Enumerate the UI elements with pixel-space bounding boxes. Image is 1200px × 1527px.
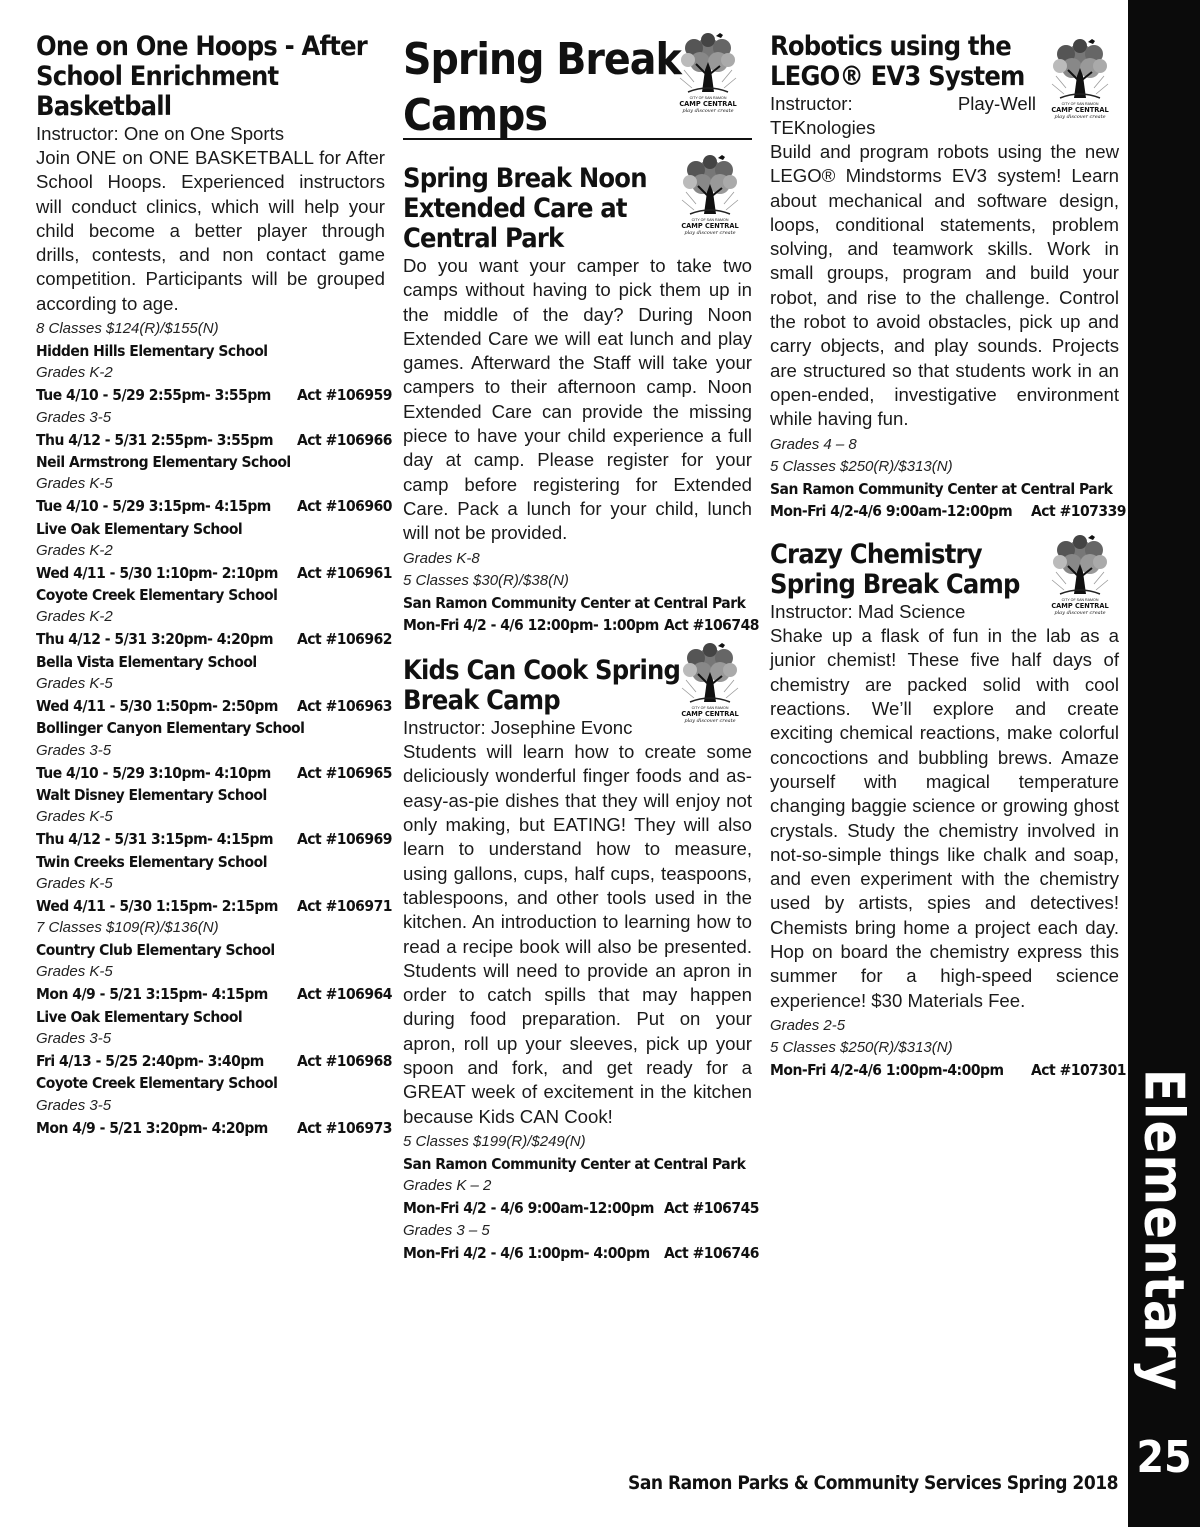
session-block [36,717,392,784]
kids-cook-session-2 [403,1220,759,1264]
activity-number: Act #106962 [297,630,392,649]
session-row [36,1050,392,1072]
svg-text:CAMP CENTRAL: CAMP CENTRAL [1051,106,1109,114]
session-block [36,584,392,651]
session-dates: Mon-Fri 4/2 - 4/6 12:00pm- 1:00pm [403,615,659,634]
school-name: Coyote Creek Elementary School [36,586,278,605]
session-block [36,651,392,718]
robotics-location: San Ramon Community Center at Central Park [770,479,1113,498]
noon-care-grades: Grades K-8 [403,549,480,567]
basketball-title-line-1: One on One Hoops - After [36,31,367,62]
session-dates: Mon-Fri 4/2-4/6 9:00am-12:00pm [770,501,1013,520]
activity-number: Act #106960 [297,497,392,516]
activity-number: Act #106963 [297,697,392,716]
school-name: Walt Disney Elementary School [36,785,267,804]
session-row [36,983,392,1005]
session-dates: Mon-Fri 4/2-4/6 1:00pm-4:00pm [770,1060,1004,1079]
session-dates: Mon-Fri 4/2 - 4/6 1:00pm- 4:00pm [403,1243,650,1262]
session-grades: Grades K-5 [36,675,113,693]
camp-central-logo-art [674,152,746,240]
camp-central-logo-art [672,30,744,118]
session-row [403,1197,759,1219]
session-block [36,340,392,407]
basketball-title [36,32,385,122]
noon-care-title-line-1: Spring Break Noon [403,163,647,194]
robotics-instructor-continued: TEKnologies [770,117,876,138]
svg-text:CITY OF SAN RAMON: CITY OF SAN RAMON [691,218,729,222]
activity-number: Act #106973 [297,1118,392,1137]
robotics-session-row [770,500,1126,522]
noon-care-title-line-2: Extended Care at [403,193,627,224]
session-grades: Grades 3-5 [36,1030,112,1048]
session-dates: Mon 4/9 - 5/21 3:15pm- 4:15pm [36,985,268,1004]
robotics-price: 5 Classes $250(R)/$313(N) [770,457,953,475]
camp-central-logo [674,640,746,728]
session-block [36,518,392,585]
kids-cook-title-line-1: Kids Can Cook Spring [403,655,681,687]
basketball-price-8-classes: 8 Classes $124(R)/$155(N) [36,320,219,338]
svg-text:CITY OF SAN RAMON: CITY OF SAN RAMON [691,706,729,710]
chemistry-session-row [770,1059,1126,1081]
noon-care-price: 5 Classes $30(R)/$38(N) [403,571,569,589]
spring-break-heading-line-1: Spring Break [403,34,681,85]
activity-number: Act #106961 [297,563,392,582]
session-dates: Wed 4/11 - 5/30 1:10pm- 2:10pm [36,563,278,582]
session-grades: Grades K-5 [36,475,113,493]
chemistry-description: Shake up a flask of fun in the lab as a junior chemist! These five half days of chemistry are packed solid with cool reactions. We’ll explore and create exciting chemical reactions, make colorful concoctions and bubbling brews. Amaze yourself with magical temperature changing baggie science or growing ghost crystals. Study the chemistry involved in not-so-simple things like chalk and soap, and even experiment with the chemistry used by artists, spies and detectives! Chemists bring home a project each day. Hop on board the chemistry express this summer for a high-speed science experience! $30 Materials Fee. [770,625,1119,1011]
session-dates: Tue 4/10 - 5/29 3:10pm- 4:10pm [36,763,271,782]
camp-central-logo [1044,36,1116,124]
camp-central-logo [674,152,746,240]
activity-number: Act #106746 [664,1243,759,1262]
activity-number: Act #106966 [297,430,392,449]
camp-central-logo-art [674,640,746,728]
activity-number: Act #106969 [297,830,392,849]
session-dates: Mon 4/9 - 5/21 3:20pm- 4:20pm [36,1118,268,1137]
activity-number: Act #106748 [664,615,759,634]
svg-text:CAMP CENTRAL: CAMP CENTRAL [679,100,737,108]
noon-care-title-line-3: Central Park [403,223,564,254]
session-block [36,851,392,918]
school-name: Twin Creeks Elementary School [36,852,267,871]
basketball-session-list-7 [36,939,392,1139]
school-name: Coyote Creek Elementary School [36,1074,278,1093]
session-row [36,562,392,584]
basketball-price-7-classes: 7 Classes $109(R)/$136(N) [36,919,219,937]
session-grades: Grades K-2 [36,608,113,626]
camp-central-logo-art [1044,36,1116,124]
school-name: Bella Vista Elementary School [36,652,257,671]
kids-cook-location: San Ramon Community Center at Central Park [403,1154,746,1173]
session-grades: Grades 3-5 [36,408,112,426]
session-dates: Wed 4/11 - 5/30 1:15pm- 2:15pm [36,896,278,915]
session-grades: Grades K-5 [36,874,113,892]
session-row [403,1242,759,1264]
session-dates: Thu 4/12 - 5/31 3:15pm- 4:15pm [36,830,274,849]
session-grades: Grades 3 – 5 [403,1221,490,1239]
school-name: Live Oak Elementary School [36,1007,243,1026]
noon-care-location: San Ramon Community Center at Central Park [403,593,746,612]
basketball-session-list-8 [36,340,392,917]
chemistry-title-line-2: Spring Break Camp [770,569,1020,601]
activity-number: Act #106965 [297,763,392,782]
svg-text:CITY OF SAN RAMON: CITY OF SAN RAMON [1061,598,1099,602]
kids-cook-price: 5 Classes $199(R)/$249(N) [403,1132,586,1150]
session-block [36,1072,392,1139]
svg-text:play discover create: play discover create [1054,114,1106,120]
session-grades: Grades K-5 [36,963,113,981]
activity-number: Act #106959 [297,386,392,405]
instructor-name: Play-Well [957,93,1036,114]
activity-number: Act #107339 [1031,501,1126,520]
svg-text:CITY OF SAN RAMON: CITY OF SAN RAMON [689,96,727,100]
school-name: Hidden Hills Elementary School [36,342,268,361]
school-name: Country Club Elementary School [36,941,275,960]
basketball-instructor: Instructor: One on One Sports [36,123,285,144]
session-dates: Thu 4/12 - 5/31 2:55pm- 3:55pm [36,430,274,449]
kids-cook-title-line-2: Break Camp [403,685,560,717]
kids-cook-description: Students will learn how to create some deliciously wonderful finger foods and as-easy-as-pie dishes that they will enjoy not only making, but EATING! They will also learn to understand how to measure, using gallons, cups, half cups, teaspoons, tablespoons, and other tools used in the kitchen. An introduction to learning how to read a recipe book will also be presented. Students will need to provide an apron in order to catch spills that may happen during food preparation. Put on your apron, roll up your sleeves, pick up your spoon and fork, and get ready for a GREAT week of excitement in the kitchen because Kids CAN Cook! [403,741,752,1127]
activity-number: Act #106968 [297,1052,392,1071]
session-dates: Fri 4/13 - 5/25 2:40pm- 3:40pm [36,1052,264,1071]
svg-text:play discover create: play discover create [682,108,734,114]
section-label-elementary: Elementary [1132,1068,1196,1392]
session-grades: Grades 3-5 [36,741,112,759]
svg-text:CITY OF SAN RAMON: CITY OF SAN RAMON [1061,102,1099,106]
session-grades: Grades K – 2 [403,1177,492,1195]
session-row [36,762,392,784]
svg-text:CAMP CENTRAL: CAMP CENTRAL [681,222,739,230]
chemistry-title-line-1: Crazy Chemistry [770,539,982,571]
session-block [36,939,392,1006]
noon-care-description: Do you want your camper to take two camps without having to pick them up in the middle of the day? During Noon Extended Care we will eat lunch and play games. Afterward the Staff will take your campers to their afternoon camp. Noon Extended Care can provide the missing piece to have your child experience a full day at camp. Please register for your camp before registering for Extended Care. Pack a lunch for your child, lunch will not be provided. [403,255,752,544]
kids-cook-instructor: Instructor: Josephine Evonc [403,717,633,739]
robotics-instructor [770,92,1036,116]
activity-number: Act #106971 [297,896,392,915]
session-row [36,695,392,717]
school-name: Neil Armstrong Elementary School [36,452,291,471]
svg-text:CAMP CENTRAL: CAMP CENTRAL [681,710,739,718]
session-row [36,495,392,517]
basketball-description: Join ONE on ONE BASKETBALL for After School Hoops. Experienced instructors will conduct clinics, which will help your child become a better player through drills, contests, and non contact game competition. Participants will be grouped according to age. [36,147,385,314]
session-grades: Grades K-5 [36,808,113,826]
school-name: Live Oak Elementary School [36,519,243,538]
session-dates: Thu 4/12 - 5/31 3:20pm- 4:20pm [36,630,274,649]
session-grades: Grades 3-5 [36,1096,112,1114]
robotics-description: Build and program robots using the new LEGO® Mindstorms EV3 system! Learn about mechanical and software design, loops, conditional statements, problem solving, and teamwork skills. Work in small groups, program and build your robot, and rise to the challenge. Control the robot to avoid obstacles, pick up and carry objects, and play sounds. Projects are structured so that students work in an open-ended, investigative environment while having fun. [770,141,1119,430]
session-grades: Grades K-2 [36,541,113,559]
session-dates: Tue 4/10 - 5/29 2:55pm- 3:55pm [36,386,271,405]
instructor-label: Instructor: [770,93,853,114]
page-number: 25 [1136,1432,1192,1483]
svg-text:play discover create: play discover create [684,718,736,724]
school-name: Bollinger Canyon Elementary School [36,719,305,738]
robotics-title-line-1: Robotics using the [770,31,1011,62]
activity-number: Act #107301 [1031,1060,1126,1079]
session-row [36,384,392,406]
chemistry-grades: Grades 2-5 [770,1016,846,1034]
camp-central-logo [1044,532,1116,620]
camp-central-logo [672,30,744,118]
spring-break-heading-line-2: Camps [403,90,547,141]
session-grades: Grades K-2 [36,364,113,382]
svg-text:play discover create: play discover create [684,230,736,236]
svg-text:play discover create: play discover create [1054,610,1106,616]
session-row [36,895,392,917]
noon-care-session-row [403,614,759,636]
activity-number: Act #106745 [664,1199,759,1218]
session-row [36,628,392,650]
session-row [36,828,392,850]
kids-cook-session-1 [403,1175,759,1219]
robotics-grades: Grades 4 – 8 [770,435,857,453]
session-dates: Tue 4/10 - 5/29 3:15pm- 4:15pm [36,497,271,516]
column-basketball [36,31,392,1139]
session-dates: Wed 4/11 - 5/30 1:50pm- 2:50pm [36,697,278,716]
robotics-title-line-2: LEGO® EV3 System [770,61,1025,92]
session-block [36,784,392,851]
activity-number: Act #106964 [297,985,392,1004]
session-block [36,451,392,518]
session-block [36,1006,392,1073]
session-block [36,407,392,451]
session-dates: Mon-Fri 4/2 - 4/6 9:00am-12:00pm [403,1199,654,1218]
session-row [36,429,392,451]
camp-central-logo-art [1044,532,1116,620]
basketball-title-line-2: School Enrichment Basketball [36,61,279,122]
chemistry-instructor: Instructor: Mad Science [770,601,966,623]
svg-text:CAMP CENTRAL: CAMP CENTRAL [1051,602,1109,610]
page-footer: San Ramon Parks & Community Services Spring 2018 [628,1472,1118,1494]
session-row [36,1117,392,1139]
chemistry-price: 5 Classes $250(R)/$313(N) [770,1038,953,1056]
